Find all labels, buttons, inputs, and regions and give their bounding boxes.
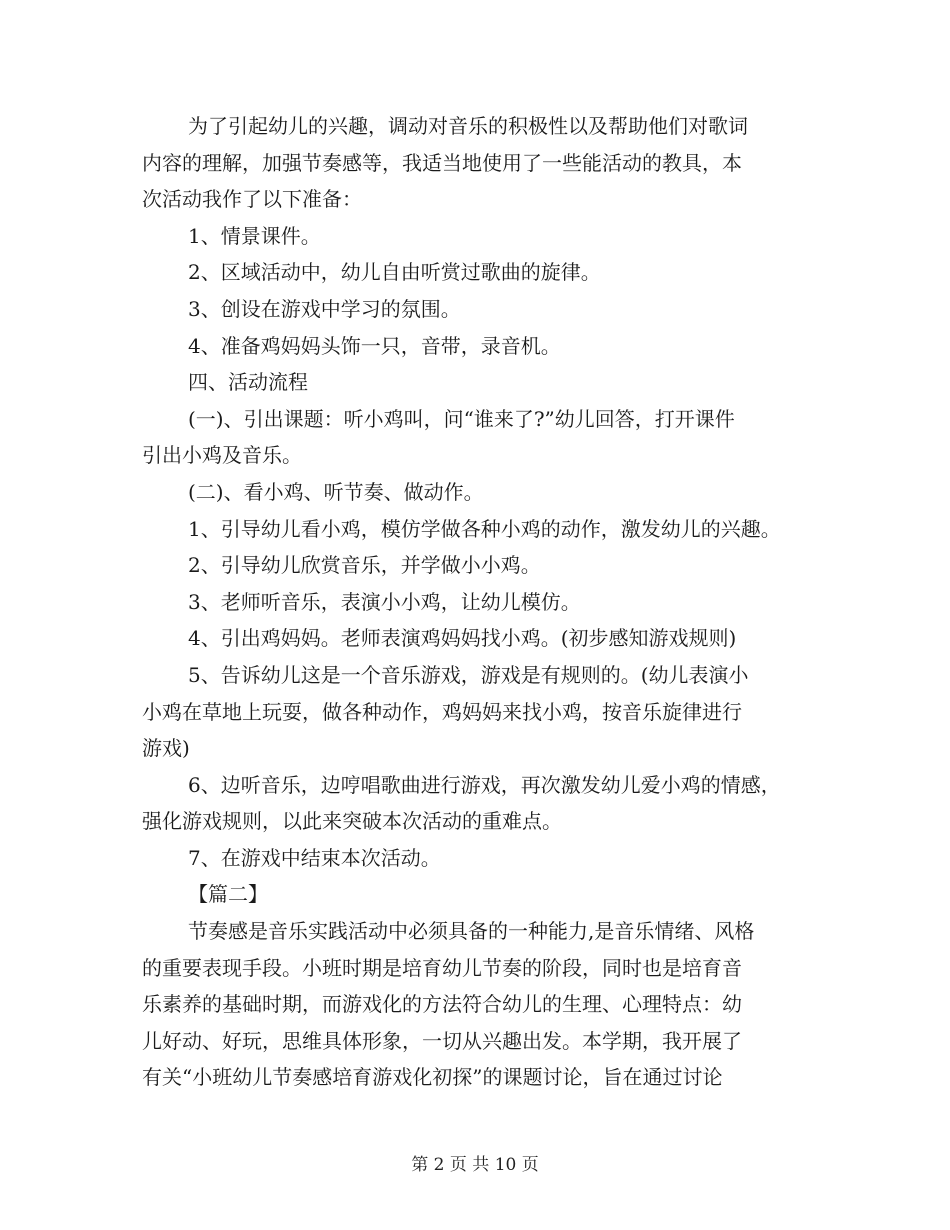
- text-line: 的重要表现手段。小班时期是培育幼儿节奏的阶段，同时也是培育音: [142, 955, 742, 980]
- text-line: 3、创设在游戏中学习的氛围。: [188, 296, 461, 321]
- text-line: 7、在游戏中结束本次活动。: [188, 845, 441, 870]
- text-line: 2、区域活动中，幼儿自由听赏过歌曲的旋律。: [188, 260, 601, 285]
- text-line: 内容的理解，加强节奏感等，我适当地使用了一些能活动的教具，本: [142, 150, 742, 175]
- text-line: 1、情景课件。: [188, 223, 321, 248]
- text-line: 2、引导幼儿欣赏音乐，并学做小小鸡。: [188, 553, 541, 578]
- text-line: 【篇二】: [188, 882, 268, 907]
- text-line: 4、引出鸡妈妈。老师表演鸡妈妈找小鸡。(初步感知游戏规则): [188, 626, 737, 651]
- text-line: 4、准备鸡妈妈头饰一只，音带，录音机。: [188, 333, 561, 358]
- text-line: (一)、引出课题：听小鸡叫，问“谁来了?”幼儿回答，打开课件: [188, 406, 735, 431]
- text-line: 3、老师听音乐，表演小小鸡，让幼儿模仿。: [188, 589, 581, 614]
- text-line: 儿好动、好玩，思维具体形象，一切从兴趣出发。本学期，我开展了: [142, 1028, 742, 1053]
- text-line: 有关“小班幼儿节奏感培育游戏化初探”的课题讨论，旨在通过讨论: [142, 1065, 723, 1090]
- text-line: 乐素养的基础时期，而游戏化的方法符合幼儿的生理、心理特点：幼: [142, 992, 742, 1017]
- document-body: [142, 108, 822, 1096]
- text-line: 次活动我作了以下准备：: [142, 187, 362, 212]
- text-line: 游戏): [142, 736, 190, 761]
- page-number-footer: 第 2 页 共 10 页: [411, 1155, 539, 1175]
- text-line: 强化游戏规则，以此来突破本次活动的重难点。: [142, 809, 562, 834]
- text-line: 1、引导幼儿看小鸡，模仿学做各种小鸡的动作，激发幼儿的兴趣。: [188, 516, 781, 541]
- text-line: 为了引起幼儿的兴趣，调动对音乐的积极性以及帮助他们对歌词: [188, 114, 748, 138]
- text-line: 5、告诉幼儿这是一个音乐游戏，游戏是有规则的。(幼儿表演小: [188, 662, 749, 687]
- text-line: 6、边听音乐，边哼唱歌曲进行游戏，再次激发幼儿爱小鸡的情感，: [188, 772, 781, 797]
- text-line: 小鸡在草地上玩耍，做各种动作，鸡妈妈来找小鸡，按音乐旋律进行: [142, 699, 742, 724]
- text-line: (二)、看小鸡、听节奏、做动作。: [188, 479, 484, 504]
- text-line: 四、活动流程: [188, 370, 308, 395]
- text-line: 节奏感是音乐实践活动中必须具备的一种能力,是音乐情绪、风格: [188, 919, 755, 944]
- text-line: 引出小鸡及音乐。: [142, 443, 302, 468]
